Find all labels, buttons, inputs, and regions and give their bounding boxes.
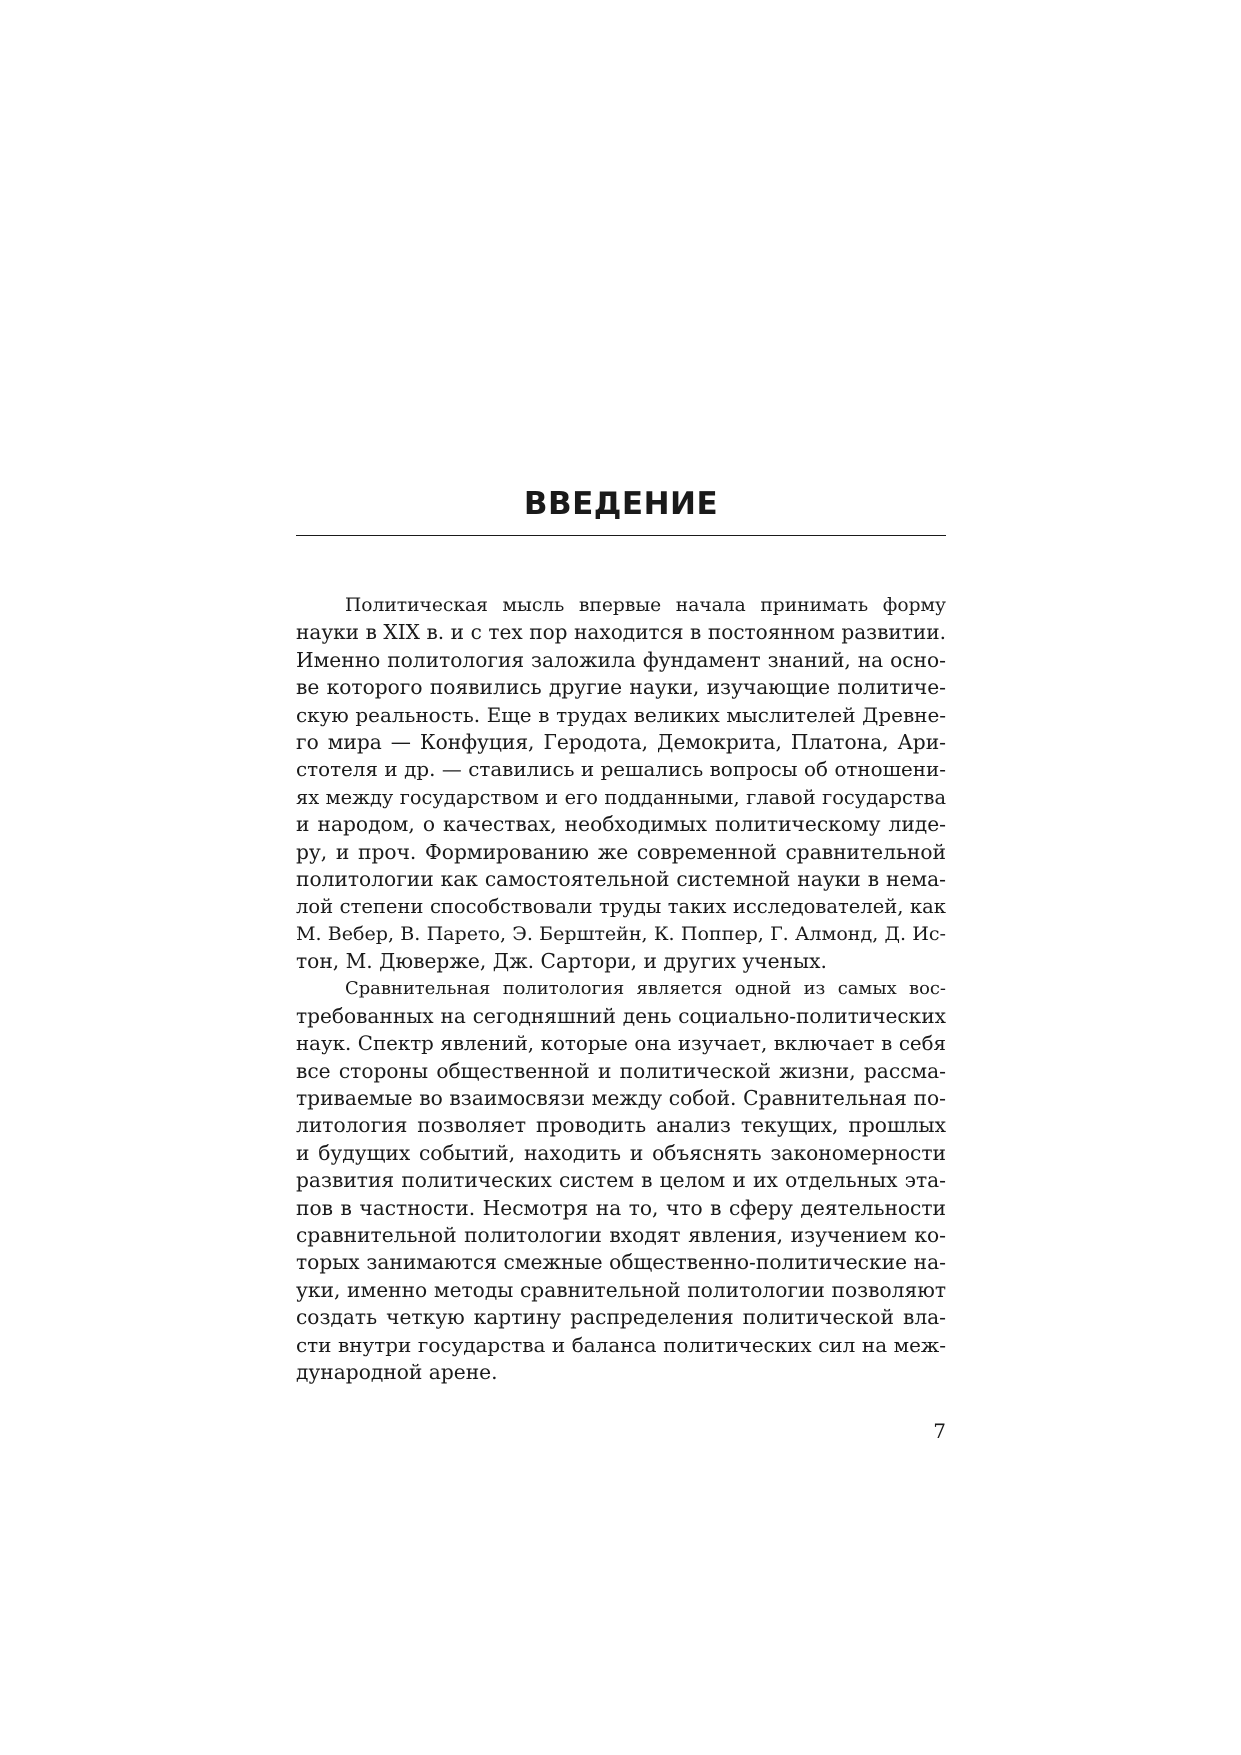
text-line: скую реальность. Еще в трудах великих мыслителей Древне- [296, 702, 946, 727]
text-line: создать четкую картину распределения политической вла- [296, 1305, 946, 1330]
text-line: и будущих событий, находить и объяснять закономерности [296, 1140, 946, 1165]
text-line: Именно политология заложила фундамент знаний, на осно- [296, 647, 946, 672]
paragraph-1 [296, 592, 946, 975]
text-line: ях между государством и его подданными, главой государства [296, 785, 946, 809]
text-line: требованных на сегодняшний день социально-политических [296, 1003, 946, 1028]
text-line: сти внутри государства и баланса политических сил на меж- [296, 1333, 946, 1357]
text-line: политологии как самостоятельной системной науки в нема- [296, 866, 946, 891]
text-line: уки, именно методы сравнительной политологии позволяют [296, 1277, 946, 1302]
text-line: наук. Спектр явлений, которые она изучает, включает в себя [296, 1032, 946, 1056]
text-line: пов в частности. Несмотря на то, что в сферу деятельности [296, 1195, 946, 1220]
text-line: ве которого появились другие науки, изучающие политиче- [296, 675, 946, 700]
text-line: сравнительной политологии входят явления, изучением ко- [296, 1222, 946, 1247]
text-line: литология позволяет проводить анализ текущих, прошлых [296, 1113, 946, 1138]
text-line: развития политических систем в целом и их отдельных эта- [296, 1168, 946, 1193]
paragraph-2 [296, 975, 946, 1386]
text-line: все стороны общественной и политической жизни, рассма- [296, 1058, 946, 1083]
text-line: науки в XIX в. и с тех пор находится в постоянном развитии. [296, 620, 946, 645]
text-line: М. Вебер, В. Парето, Э. Берштейн, К. Поппер, Г. Алмонд, Д. Ис- [296, 922, 946, 945]
text-line: торых занимаются смежные общественно-политические на- [296, 1250, 946, 1275]
text-line: стотеля и др. — ставились и решались вопросы об отношени- [296, 758, 946, 782]
text-line: и народом, о качествах, необходимых политическому лиде- [296, 812, 946, 837]
text-line: Политическая мысль впервые начала принимать форму [345, 595, 946, 616]
text-line: дународной арене. [296, 1359, 498, 1384]
page-number: 7 [933, 1419, 946, 1443]
text-line: тон, М. Дюверже, Дж. Сартори, и других ученых. [296, 949, 827, 974]
chapter-title: ВВЕДЕНИЕ [523, 486, 719, 522]
text-line: триваемые во взаимосвязи между собой. Сравнительная по- [296, 1086, 946, 1111]
text-line: лой степени способствовали труды таких исследователей, как [296, 895, 946, 919]
text-line: го мира — Конфуция, Геродота, Демокрита, Платона, Ари- [296, 729, 946, 754]
text-body [296, 592, 946, 1386]
text-line: Сравнительная политология является одной из самых вос- [345, 978, 946, 1000]
text-line: ру, и проч. Формированию же современной сравнительной [296, 839, 946, 864]
title-underline-rule [296, 535, 946, 536]
